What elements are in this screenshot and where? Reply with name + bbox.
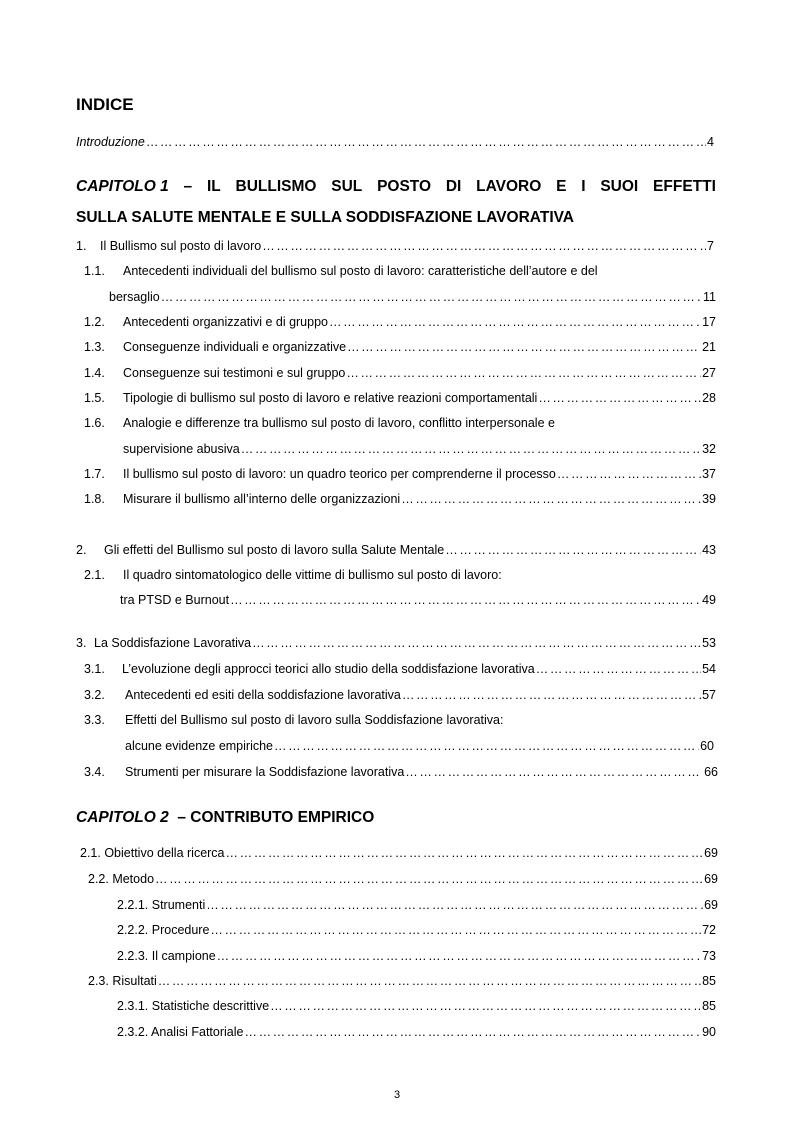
toc-entry-continuation[interactable] [123,442,716,456]
leader-dots [405,765,703,779]
toc-entry-number: 1.8. [84,492,105,506]
toc-entry[interactable] [76,636,716,650]
leader-dots [155,872,703,886]
toc-entry-label: 2.1. Obiettivo della ricerca [80,846,225,860]
toc-page-number: 85 [702,999,716,1013]
toc-entry-label: 2.3.1. Statistiche descrittive [117,999,270,1013]
toc-page-number: 49 [702,593,716,607]
chapter-1-title-line2: SULLA SALUTE MENTALE E SULLA SODDISFAZIONE LAVORATIVA [76,209,575,226]
toc-entry-continuation[interactable] [125,739,714,753]
leader-dots [445,543,701,557]
toc-entry[interactable] [117,999,716,1013]
toc-entry-label: alcune evidenze empiriche [125,739,274,753]
toc-page-number: 32 [702,442,716,456]
toc-page-number: 85 [702,974,716,988]
leader-dots [402,688,701,702]
leader-dots [241,442,701,456]
toc-entry-label: 2.2.1. Strumenti [117,898,206,912]
leader-dots [161,290,702,304]
toc-entry-number: 1.1. [84,264,105,278]
toc-entry-label: tra PTSD e Burnout [120,593,230,607]
toc-entry-number: 2. [76,543,87,557]
toc-page-number: 21 [702,340,716,354]
leader-dots [538,391,701,405]
toc-entry-label: Conseguenze individuali e organizzative [123,340,347,354]
toc-entry-label: 2.3. Risultati [88,974,157,988]
toc-page-number: 60 [700,739,714,753]
toc-page-number: 17 [702,315,716,329]
toc-page-number: 7 [707,239,714,253]
toc-page-number: 54 [702,662,716,676]
toc-entry[interactable] [117,923,716,937]
toc-entry-label: Effetti del Bullismo sul posto di lavoro sulla Soddisfazione lavorativa: [125,713,504,727]
toc-entry-continuation[interactable] [109,290,716,304]
toc-page-number: 4 [707,135,714,149]
chapter-1-heading [76,178,716,196]
toc-entry-label: bersaglio [109,290,160,304]
toc-entry-label: Antecedenti ed esiti della soddisfazione lavorativa [125,688,401,702]
leader-dots [217,949,701,963]
leader-dots [346,366,701,380]
toc-entry-label: Strumenti per misurare la Soddisfazione lavorativa [125,765,405,779]
toc-entry-number: 3.4. [84,765,105,779]
toc-entry[interactable] [76,239,714,253]
toc-entry-label: Introduzione [76,135,145,149]
toc-entry-continuation[interactable] [120,593,716,607]
chapter-1-title-word: LAVORO [476,178,542,195]
toc-entry-number: 1.7. [84,467,105,481]
toc-entry[interactable] [84,391,716,405]
leader-dots [226,846,704,860]
leader-dots [401,492,701,506]
leader-dots [262,239,706,253]
toc-entry[interactable] [117,949,716,963]
leader-dots [206,898,703,912]
toc-entry-number: 1. [76,239,87,253]
toc-entry-number: 1.4. [84,366,105,380]
chapter-1-title-word: E [556,178,567,195]
chapter-1-title-word: SUL [331,178,363,195]
toc-page-number: 69 [704,898,718,912]
chapter-1-title-word: I [581,178,586,195]
index-heading: INDICE [76,95,134,114]
toc-entry[interactable] [84,467,716,481]
toc-entry-number: 3.1. [84,662,105,676]
toc-page-number: 37 [702,467,716,481]
leader-dots [252,636,701,650]
leader-dots [244,1025,701,1039]
chapter-1-label: CAPITOLO 1 [76,178,169,195]
toc-entry-number: 2.1. [84,568,105,582]
toc-entry[interactable] [84,366,716,380]
toc-entry-label: Tipologie di bullismo sul posto di lavoro e relative reazioni comportamentali [123,391,538,405]
chapter-1-title-word: BULLISMO [235,178,317,195]
toc-entry-label: Conseguenze sui testimoni e sul gruppo [123,366,346,380]
chapter-2-label: CAPITOLO 2 [76,809,169,826]
toc-page-number: 43 [702,543,716,557]
toc-page-number: 28 [702,391,716,405]
toc-page-number: 69 [704,872,718,886]
toc-page-number: 39 [702,492,716,506]
toc-entry[interactable] [84,340,716,354]
toc-entry[interactable] [84,713,503,727]
chapter-2-title: – CONTRIBUTO EMPIRICO [177,809,375,826]
toc-entry[interactable] [117,898,718,912]
chapter-1-title-word: SUOI [600,178,639,195]
leader-dots [146,135,706,149]
toc-entry[interactable] [84,688,716,702]
toc-page-number: 73 [702,949,716,963]
chapter-1-title-word: POSTO [377,178,432,195]
toc-page-number: 72 [702,923,716,937]
toc-page-number: 11 [703,290,716,304]
leader-dots [158,974,701,988]
leader-dots [230,593,701,607]
toc-entry[interactable] [84,568,502,582]
toc-entry-label: 2.2. Metodo [88,872,155,886]
chapter-2-heading [76,809,374,827]
toc-entry-label: Gli effetti del Bullismo sul posto di lavoro sulla Salute Mentale [104,543,445,557]
toc-entry-number: 1.5. [84,391,105,405]
toc-entry[interactable] [84,662,716,676]
toc-page-number: 69 [704,846,718,860]
toc-entry[interactable] [84,765,718,779]
toc-page-number: 53 [702,636,716,650]
toc-entry-label: L’evoluzione degli approcci teorici allo studio della soddisfazione lavorativa [122,662,535,676]
leader-dots [347,340,701,354]
toc-page-number: 66 [704,765,718,779]
toc-entry[interactable] [84,492,716,506]
leader-dots [557,467,701,481]
toc-entry-label: Antecedenti individuali del bullismo sul posto di lavoro: caratteristiche dell’autore e del [123,264,598,278]
toc-entry[interactable] [88,974,716,988]
toc-entry[interactable] [84,264,598,278]
toc-entry-number: 1.3. [84,340,105,354]
toc-entry[interactable] [88,872,718,886]
leader-dots [270,999,701,1013]
toc-entry-label: Il bullismo sul posto di lavoro: un quadro teorico per comprenderne il processo [123,467,556,481]
toc-entry-label: 2.2.2. Procedure [117,923,210,937]
toc-entry[interactable] [76,543,716,557]
toc-entry-number: 1.2. [84,315,105,329]
toc-page-number: 27 [702,366,716,380]
toc-entry[interactable] [84,315,716,329]
chapter-1-title-word: EFFETTI [653,178,716,195]
chapter-1-title-word: – [183,178,193,195]
toc-entry-number: 3.3. [84,713,105,727]
toc-entry[interactable] [84,416,555,430]
leader-dots [536,662,701,676]
leader-dots [210,923,701,937]
chapter-1-title-word: DI [445,178,462,195]
toc-entry-label: 2.2.3. Il campione [117,949,216,963]
toc-entry-label: Il Bullismo sul posto di lavoro [100,239,262,253]
toc-entry[interactable] [80,846,718,860]
toc-entry-label: 2.3.2. Analisi Fattoriale [117,1025,244,1039]
toc-entry-label: supervisione abusiva [123,442,240,456]
toc-entry-label: Analogie e differenze tra bullismo sul posto di lavoro, conflitto interpersonale e [123,416,555,430]
toc-page-number: 57 [702,688,716,702]
toc-entry-number: 3. [76,636,87,650]
chapter-1-title-word: IL [206,178,221,195]
toc-entry-label: Antecedenti organizzativi e di gruppo [123,315,328,329]
toc-entry[interactable] [117,1025,716,1039]
toc-entry-number: 3.2. [84,688,105,702]
leader-dots [329,315,701,329]
toc-entry-label: La Soddisfazione Lavorativa [94,636,252,650]
leader-dots [274,739,699,753]
page-number: 3 [393,1089,401,1101]
toc-entry-label: Misurare il bullismo all’interno delle organizzazioni [123,492,401,506]
toc-entry-number: 1.6. [84,416,105,430]
toc-entry-introduzione[interactable] [76,135,714,149]
toc-page-number: 90 [702,1025,716,1039]
toc-entry-label: Il quadro sintomatologico delle vittime di bullismo sul posto di lavoro: [123,568,502,582]
